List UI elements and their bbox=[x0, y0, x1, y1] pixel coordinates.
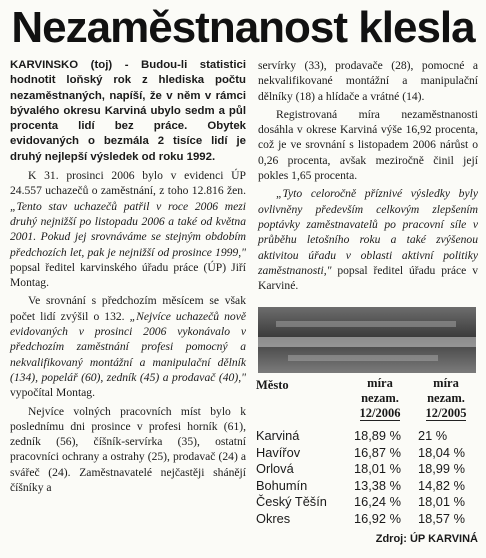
row-value-2005: 18,01 % bbox=[418, 494, 465, 510]
row-value-2006: 18,01 % bbox=[354, 461, 401, 477]
row-value-2005: 18,04 % bbox=[418, 444, 465, 460]
table-row bbox=[256, 461, 478, 478]
paragraph-1-quote: „Tento stav uchazečů patřil v roce 2006 mezi druhý nejnižší po listopadu 2006 a také od května 2001. Pokud jej srovnáváme se stejným obdobím předchozích let, pak je nejnižší od prosince 1999," bbox=[10, 199, 246, 259]
table-row bbox=[256, 478, 478, 495]
row-value-2005: 18,99 % bbox=[418, 461, 465, 477]
table-header-2006-line3 bbox=[346, 406, 414, 421]
row-value-2006: 16,87 % bbox=[354, 444, 401, 460]
paragraph-2-quote: „Nejvíce uchazečů nově evidovaných v prosinci 2006 vykonávalo v předchozím zaměstnání profesi pomocný a nekvalifikovaný montážní a manipulační dělník (134), popelář (60), zedník (45) a prodavač (40)," bbox=[10, 309, 247, 384]
lead-paragraph: KARVINSKO (toj) - Budou-li statistici hodnotit loňský rok z hlediska počtu nezaměstnaných, napíší, že v něm v rámci bývalého okresu Karviná ubylo sedm a půl procenta lidí bez práce. Obytek evidovaných o bezmála 2 tisíce lidí je druhý nejlepší výsledek od roku 1992. bbox=[10, 59, 246, 163]
row-value-2006: 13,38 % bbox=[354, 477, 401, 493]
row-city: Okres bbox=[256, 510, 291, 526]
row-city: Havířov bbox=[256, 444, 301, 460]
right-column bbox=[258, 58, 478, 293]
photo-band bbox=[258, 337, 476, 347]
table-header-2006-line1: míra bbox=[367, 376, 393, 390]
table-header-city: Město bbox=[256, 378, 289, 392]
table-header-2005-line2: nezam. bbox=[427, 391, 465, 405]
row-value-2006: 16,92 % bbox=[354, 510, 401, 526]
photo-detail-lower bbox=[288, 355, 438, 361]
table-source: Zdroj: ÚP KARVINÁ bbox=[375, 533, 478, 545]
photo-image bbox=[258, 307, 476, 373]
row-city: Český Těšín bbox=[256, 494, 327, 510]
table-body bbox=[256, 428, 478, 528]
row-city: Orlová bbox=[256, 461, 294, 477]
paragraph-6-text-end: popsal ředitel úřadu práce v Karviné. bbox=[258, 263, 478, 293]
paragraph-5: Registrovaná míra nezaměstnanosti dosáhla v okrese Karviná výše 16,92 procenta, což je ve srovnání s listopadem 2006 nárůst o 0,26 procenta, avšak meziročně činil její pokles 1,65 procenta. bbox=[258, 107, 478, 183]
paragraph-6-quote: „Tyto celoročně příznivé výsledky byly ovlivněny především celkovým zlepšením poptávky zaměstnavatelů po pracovní síle v průběhu letošního roku a také zvýšenou aktivitou úřadu v oblasti aktivní politiky zaměstnanosti," bbox=[258, 187, 478, 277]
table-header-2005-line3 bbox=[414, 406, 478, 421]
row-city: Bohumín bbox=[256, 477, 308, 493]
table-row bbox=[256, 445, 478, 462]
paragraph-3: Nejvíce volných pracovních míst bylo k poslednímu dni prosince v profesi horník (61), zedník (56), číšník-servírka (35), ostatní pracovníci ochrany a ostrahy (25), prodavač (24) a svářeč (24). Zaměstnavatelé nejčastěji shánějí číšníky a bbox=[10, 404, 246, 495]
paragraph-4: servírky (33), prodavače (28), pomocné a nekvalifikované montážní a manipulační dělníky (18) a hlídače a vrátné (14). bbox=[258, 59, 478, 103]
row-city: Karviná bbox=[256, 428, 300, 443]
left-column bbox=[10, 58, 246, 495]
paragraph-1-text-end: popsal ředitel karvinského úřadu práce (ÚP) Jiří Montag. bbox=[10, 260, 246, 290]
row-value-2005: 21 % bbox=[418, 428, 448, 443]
table-row bbox=[256, 511, 478, 528]
paragraph-1 bbox=[10, 168, 246, 290]
headline: Nezaměstnanost klesla bbox=[11, 3, 475, 52]
row-value-2005: 14,82 % bbox=[418, 477, 465, 493]
table-header-2006-line2: nezam. bbox=[361, 391, 399, 405]
photo-detail bbox=[276, 321, 456, 327]
paragraph-2 bbox=[10, 293, 246, 400]
table-header-2005-period: 12/2005 bbox=[425, 406, 467, 420]
table-header-2005 bbox=[414, 376, 478, 421]
row-value-2005: 18,57 % bbox=[418, 510, 465, 526]
paragraph-1-text: K 31. prosinci 2006 bylo v evidenci ÚP 24.557 uchazečů o zaměstnání, z toho 12.816 žen. bbox=[10, 169, 246, 198]
paragraph-2-text-end: vypočítal Montag. bbox=[10, 386, 96, 400]
table-header-2006 bbox=[346, 376, 414, 421]
paragraph-6 bbox=[258, 186, 478, 293]
table-header-2006-period: 12/2006 bbox=[359, 406, 401, 420]
row-value-2006: 16,24 % bbox=[354, 494, 401, 510]
table-row bbox=[256, 494, 478, 511]
table-header-2005-line1: míra bbox=[433, 376, 459, 390]
paragraph-2-text: Ve srovnání s předchozím měsícem se však počet lidí zvýšil o 132. bbox=[10, 294, 246, 323]
table-row bbox=[256, 428, 478, 445]
row-value-2006: 18,89 % bbox=[354, 428, 401, 443]
